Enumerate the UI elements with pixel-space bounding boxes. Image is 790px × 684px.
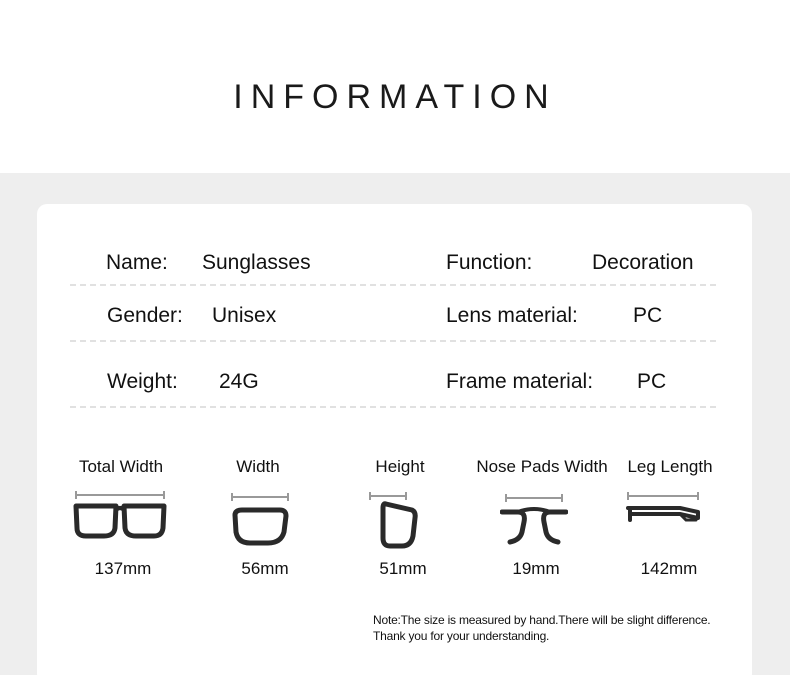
spec-value-weight: 24G — [219, 370, 259, 393]
note-line-1: Note:The size is measured by hand.There will be slight difference. — [373, 613, 711, 627]
temple-icon — [624, 488, 704, 532]
spec-label-lens-material: Lens material: — [446, 304, 578, 327]
lens-icon — [228, 488, 292, 548]
spec-value-lens-material: PC — [633, 304, 663, 327]
measure-label-nose-pads-width: Nose Pads Width — [476, 457, 608, 476]
page-title: INFORMATION — [233, 78, 557, 116]
divider — [70, 406, 716, 408]
spec-value-gender: Unisex — [212, 304, 277, 327]
measure-label-total-width: Total Width — [78, 457, 164, 476]
bridge-icon — [500, 488, 568, 546]
spec-value-function: Decoration — [592, 251, 694, 274]
measure-value-height: 51mm — [379, 559, 427, 578]
spec-label-weight: Weight: — [107, 370, 178, 393]
divider — [70, 284, 716, 286]
spec-value-frame-material: PC — [637, 370, 667, 393]
measure-value-leg-length: 142mm — [640, 559, 698, 578]
divider — [70, 340, 716, 342]
note-line-2: Thank you for your understanding. — [373, 629, 550, 643]
measure-label-width: Width — [236, 457, 280, 476]
spec-value-name: Sunglasses — [202, 251, 311, 274]
measure-label-height: Height — [375, 457, 425, 476]
lens-side-icon — [366, 488, 420, 550]
spec-label-function: Function: — [446, 251, 533, 274]
measure-value-total-width: 137mm — [94, 559, 152, 578]
measurement-note — [373, 612, 710, 644]
spec-label-frame-material: Frame material: — [446, 370, 594, 393]
measure-value-nose-pads-width: 19mm — [512, 559, 560, 578]
glasses-front-icon — [72, 488, 168, 544]
measure-value-width: 56mm — [241, 559, 289, 578]
measure-label-leg-length: Leg Length — [627, 457, 713, 476]
spec-label-gender: Gender: — [107, 304, 183, 327]
spec-label-name: Name: — [106, 251, 168, 274]
